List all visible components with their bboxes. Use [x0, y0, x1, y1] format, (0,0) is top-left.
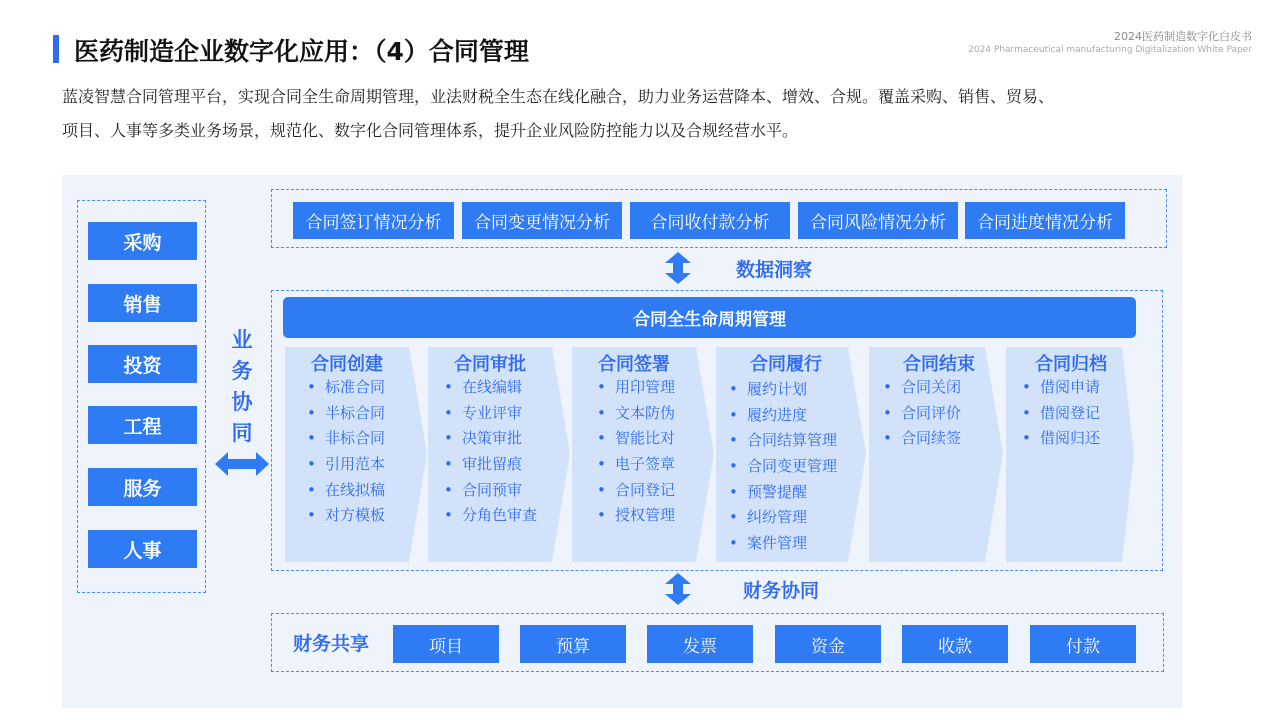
- business-item: 投资: [88, 345, 197, 383]
- stage-title: 合同签署: [598, 354, 670, 375]
- stage-item: • 借阅登记: [1022, 401, 1100, 427]
- stage-title: 合同创建: [311, 354, 383, 375]
- double-arrow-vertical-icon: [664, 573, 692, 605]
- stage-item: • 预警提醒: [729, 480, 837, 506]
- report-title-cn: 2024医药制造数字化白皮书: [1114, 30, 1252, 43]
- stage-item: • 引用范本: [307, 452, 385, 478]
- finance-item: 项目: [393, 625, 499, 663]
- stage-item: • 履约计划: [729, 377, 837, 403]
- intro-line: 蓝凌智慧合同管理平台，实现合同全生命周期管理，业法财税全生态在线化融合，助力业务运营降本、增效、合规。覆盖采购、销售、贸易、: [62, 87, 1055, 106]
- analysis-item: 合同风险情况分析: [798, 202, 958, 239]
- analysis-item: 合同进度情况分析: [965, 202, 1125, 239]
- stage-item: • 对方模板: [307, 503, 385, 529]
- business-item: 工程: [88, 406, 197, 444]
- stage-item: • 合同预审: [444, 478, 537, 504]
- stage-item: • 标准合同: [307, 375, 385, 401]
- analysis-item: 合同变更情况分析: [462, 202, 622, 239]
- stage-items: [883, 375, 961, 452]
- business-collab-label: 业务协同: [231, 328, 253, 445]
- page-title: 医药制造企业数字化应用：（4）合同管理: [74, 37, 529, 66]
- stage-item: • 在线拟稿: [307, 478, 385, 504]
- business-item: 人事: [88, 530, 197, 568]
- stage-item: • 智能比对: [597, 426, 675, 452]
- stage-item: • 合同登记: [597, 478, 675, 504]
- stage-item: • 文本防伪: [597, 401, 675, 427]
- lifecycle-header: 合同全生命周期管理: [283, 297, 1136, 338]
- finance-item: 收款: [902, 625, 1008, 663]
- finance-item: 预算: [520, 625, 626, 663]
- intro-line: 项目、人事等多类业务场景，规范化、数字化合同管理体系，提升企业风险防控能力以及合规经营水平。: [62, 121, 799, 140]
- analysis-item: 合同收付款分析: [630, 202, 790, 239]
- stage-contract-perform: [716, 347, 866, 562]
- stage-contract-close: [869, 347, 1003, 562]
- stage-title: 合同归档: [1035, 354, 1107, 375]
- finance-item: 发票: [647, 625, 753, 663]
- title-accent-bar: [53, 35, 59, 63]
- stage-item: • 借阅归还: [1022, 426, 1100, 452]
- stage-contract-approve: [428, 347, 570, 562]
- report-title-en: 2024 Pharmaceutical manufacturing Digitalization White Paper: [968, 45, 1252, 55]
- analysis-item: 合同签订情况分析: [293, 202, 454, 239]
- report-header: [968, 28, 1252, 55]
- business-item: 销售: [88, 284, 197, 322]
- stage-item: • 履约进度: [729, 403, 837, 429]
- stage-item: • 合同结算管理: [729, 428, 837, 454]
- finance-item: 资金: [775, 625, 881, 663]
- stage-item: • 合同变更管理: [729, 454, 837, 480]
- stage-item: • 合同关闭: [883, 375, 961, 401]
- stage-items: [1022, 375, 1100, 452]
- stage-item: • 分角色审查: [444, 503, 537, 529]
- stage-items: [307, 375, 385, 529]
- stage-item: • 电子签章: [597, 452, 675, 478]
- stage-item: • 纠纷管理: [729, 505, 837, 531]
- finance-collab-label: 财务协同: [743, 580, 820, 602]
- stage-item: • 决策审批: [444, 426, 537, 452]
- stage-item: • 半标合同: [307, 401, 385, 427]
- business-panel: [77, 200, 206, 593]
- intro-paragraph: [62, 80, 1222, 148]
- stage-item: • 合同续签: [883, 426, 961, 452]
- stage-item: • 在线编辑: [444, 375, 537, 401]
- stage-items: [444, 375, 537, 529]
- stage-contract-archive: [1006, 347, 1134, 562]
- analysis-panel: [271, 189, 1167, 248]
- stage-title: 合同履行: [750, 354, 822, 375]
- double-arrow-horizontal-icon: [215, 449, 269, 479]
- stage-contract-create: [285, 347, 427, 562]
- stage-item: • 非标合同: [307, 426, 385, 452]
- stage-item: • 专业评审: [444, 401, 537, 427]
- business-item: 服务: [88, 468, 197, 506]
- stage-contract-sign: [572, 347, 714, 562]
- double-arrow-vertical-icon: [664, 252, 692, 284]
- stage-item: • 合同评价: [883, 401, 961, 427]
- business-item: 采购: [88, 222, 197, 260]
- stage-items: [729, 377, 837, 557]
- stage-title: 合同审批: [454, 354, 526, 375]
- stage-item: • 案件管理: [729, 531, 837, 557]
- stage-item: • 授权管理: [597, 503, 675, 529]
- stage-items: [597, 375, 675, 529]
- stage-title: 合同结束: [903, 354, 975, 375]
- finance-item: 付款: [1030, 625, 1136, 663]
- stage-item: • 审批留痕: [444, 452, 537, 478]
- finance-share-label: 财务共享: [293, 633, 370, 655]
- stage-item: • 用印管理: [597, 375, 675, 401]
- data-insight-label: 数据洞察: [736, 259, 813, 281]
- stage-item: • 借阅申请: [1022, 375, 1100, 401]
